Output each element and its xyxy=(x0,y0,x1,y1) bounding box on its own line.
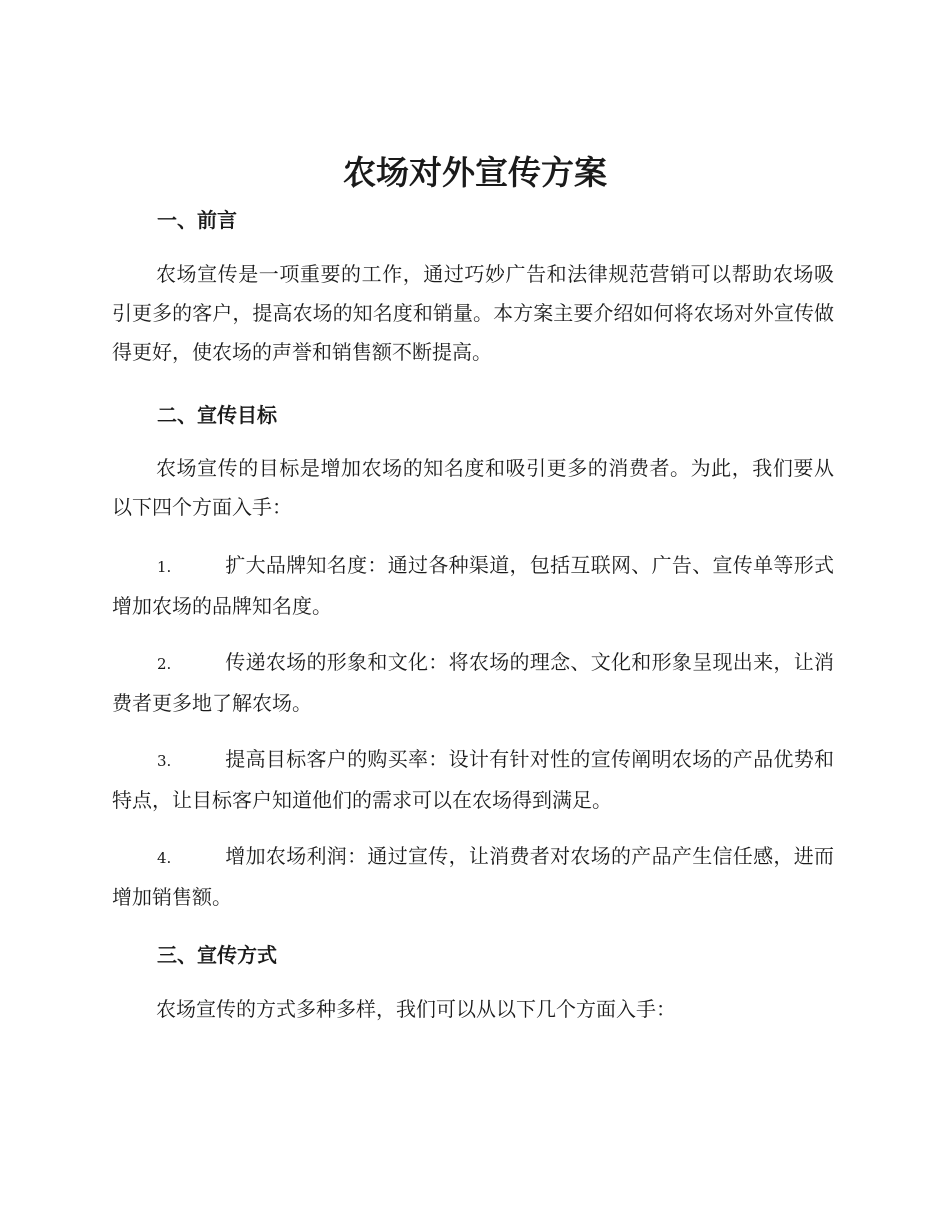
goal-item-1-text: 扩大品牌知名度：通过各种渠道，包括互联网、广告、宣传单等形式增加农场的品牌知名度。 xyxy=(112,553,834,618)
section-heading-goals: 二、宣传目标 xyxy=(157,403,277,427)
goal-item-2 xyxy=(112,643,834,723)
preface-paragraph: 农场宣传是一项重要的工作，通过巧妙广告和法律规范营销可以帮助农场吸引更多的客户，提高农场的知名度和销量。本方案主要介绍如何将农场对外宣传做得更好，使农场的声誉和销售额不断提高。 xyxy=(112,262,834,364)
goal-item-4 xyxy=(112,837,834,917)
goal-item-1 xyxy=(112,546,834,626)
goals-intro-paragraph: 农场宣传的目标是增加农场的知名度和吸引更多的消费者。为此，我们要从以下四个方面入手： xyxy=(112,456,834,519)
goal-item-3 xyxy=(112,740,834,820)
goal-item-2-number: 2. xyxy=(157,655,172,673)
methods-intro-paragraph: 农场宣传的方式多种多样，我们可以从以下几个方面入手： xyxy=(156,997,676,1021)
goal-item-4-text: 增加农场利润：通过宣传，让消费者对农场的产品产生信任感，进而增加销售额。 xyxy=(112,844,834,909)
goal-item-3-number: 3. xyxy=(157,752,172,770)
goal-item-4-number: 4. xyxy=(157,849,172,867)
document-title: 农场对外宣传方案 xyxy=(343,153,607,192)
goal-item-2-text: 传递农场的形象和文化：将农场的理念、文化和形象呈现出来，让消费者更多地了解农场。 xyxy=(112,650,834,715)
goal-item-3-text: 提高目标客户的购买率：设计有针对性的宣传阐明农场的产品优势和特点，让目标客户知道他们的需求可以在农场得到满足。 xyxy=(112,747,834,812)
section-heading-methods: 三、宣传方式 xyxy=(157,943,277,967)
goal-item-1-number: 1. xyxy=(157,558,172,576)
section-heading-preface: 一、前言 xyxy=(157,208,237,232)
